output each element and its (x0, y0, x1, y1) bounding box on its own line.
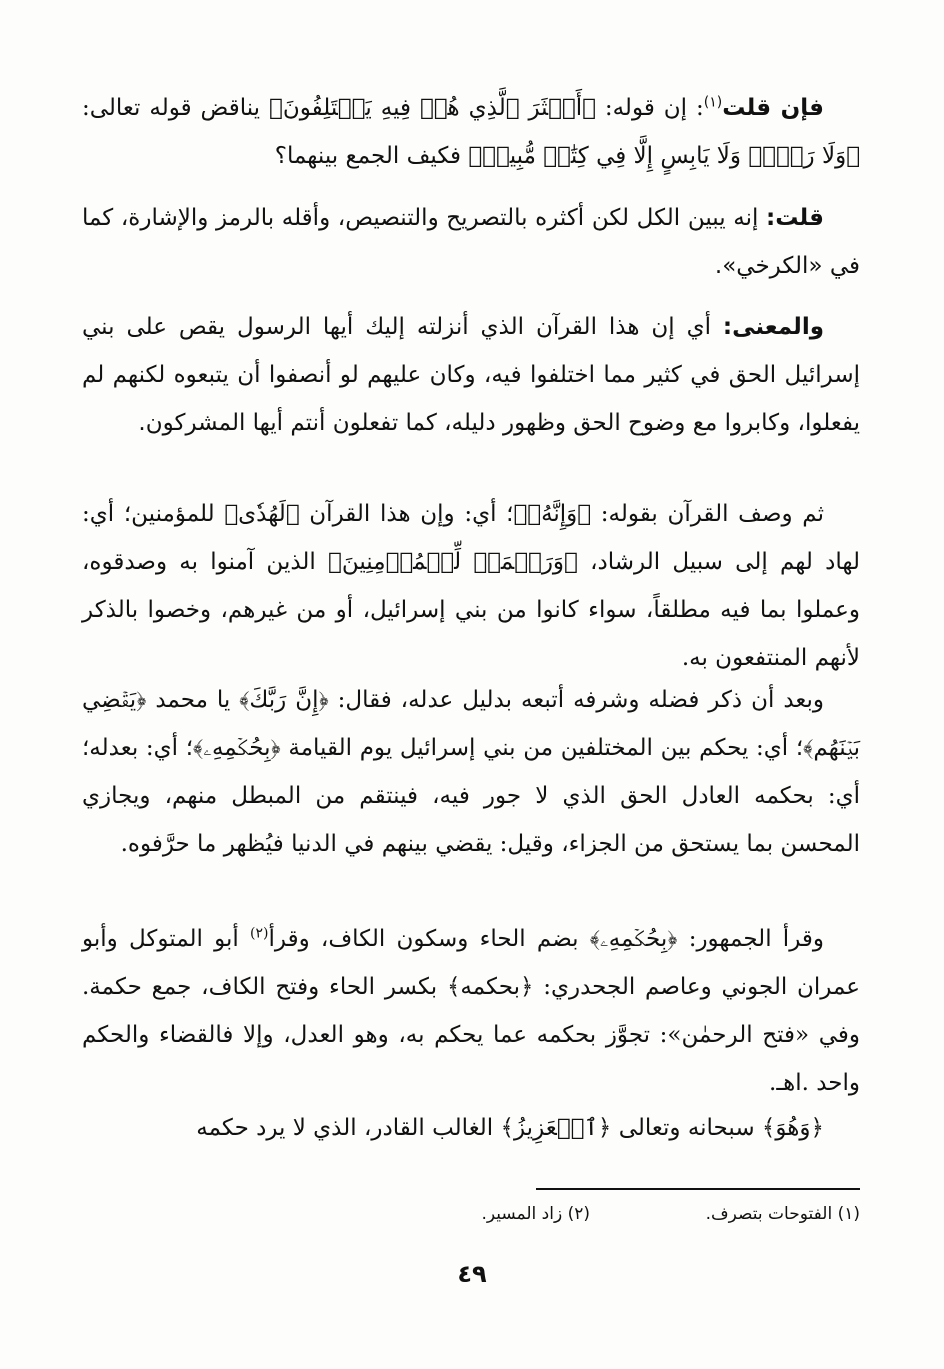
footnote-1 (706, 1204, 860, 1224)
footnote-text: زاد المسير. (481, 1204, 563, 1224)
paragraph-text: : إن قوله: ﴿أَكۡثَرَ ٱلَّذِي هُمۡ فِيهِ يَخۡتَلِفُونَ﴾ يناقض قوله تعالى: ﴿وَلَا رَطۡبٖ وَلَا يَابِسٍ إِلَّا فِي كِتَٰبٖ مُّبِينٖ﴾ فكيف الجمع بينهما؟ (82, 95, 860, 169)
paragraph-description (82, 490, 860, 682)
paragraph-text: ﴿وَهُوَ﴾ سبحانه وتعالى ﴿ٱلۡعَزِيزُ﴾ الغالب القادر، الذي لا يرد حكمه (196, 1115, 824, 1141)
paragraph-lead: قلت: (766, 205, 824, 231)
paragraph-judgement (82, 676, 860, 868)
page-number: ٤٩ (457, 1260, 487, 1288)
paragraph-text: ثم وصف القرآن بقوله: ﴿وَإِنَّهُۥ﴾؛ أي: وإن هذا القرآن ﴿لَهُدٗى﴾ للمؤمنين؛ أي: لهاد لهم إلى سبيل الرشاد، ﴿وَرَحۡمَةٞ لِّلۡمُؤۡمِنِينَ﴾ الذين آمنوا به وصدقوه، وعملوا بما فيه مطلقاً، سواء كانوا من بني إسرائيل، أو من غيرهم، وخصوا بالذكر لأنهم المنتفعون به. (82, 501, 860, 671)
paragraph-text: أبو المتوكل وأبو عمران الجوني وعاصم الجحدري: ﴿بحكمه﴾ بكسر الحاء وفتح الكاف، جمع حكمة. وفي «فتح الرحمٰن»: تجوَّز بحكمه عما يحكم به، وهو العدل، وإلا فالقضاء والحكم واحد .اهـ. (82, 926, 860, 1096)
footnotes (82, 1204, 860, 1244)
paragraph-text: وقرأ الجمهور: ﴿بِحُكۡمِهِۦ﴾ بضم الحاء وسكون الكاف، وقرأ (268, 926, 824, 952)
paragraph-text: إنه يبين الكل لكن أكثره بالتصريح والتنصيص، وأقله بالرمز والإشارة، كما في «الكرخي». (82, 205, 860, 279)
paragraph-meaning (82, 303, 860, 447)
footnote-number: (٢) (567, 1204, 590, 1224)
paragraph-lead: فإن قلت (722, 95, 824, 121)
paragraph-almighty (82, 1104, 860, 1152)
footnote-divider (536, 1188, 860, 1190)
footnote-ref-2: (٢) (250, 925, 269, 942)
paragraph-answer (82, 194, 860, 290)
paragraph-lead: والمعنى: (722, 314, 824, 340)
paragraph-text: أي إن هذا القرآن الذي أنزلته إليك أيها الرسول يقص على بني إسرائيل الحق في كثير مما اختلفوا فيه، وكان عليهم لو أنصفوا أن يتبعوه لكنهم لم يفعلوا، وكابروا مع وضوح الحق وظهور دليله، كما تفعلون أنتم أيها المشركون. (82, 314, 860, 436)
footnote-2 (481, 1204, 590, 1224)
footnote-number: (١) (837, 1204, 860, 1224)
footnote-text: الفتوحات بتصرف. (705, 1204, 833, 1224)
paragraph-objection (82, 84, 860, 180)
paragraph-text: وبعد أن ذكر فضله وشرفه أتبعه بدليل عدله، فقال: ﴿إِنَّ رَبَّكَ﴾ يا محمد ﴿يَقۡضِي بَيۡنَهُم﴾؛ أي: يحكم بين المختلفين من بني إسرائيل يوم القيامة ﴿بِحُكۡمِهِۦ﴾؛ أي: بعدله؛ أي: بحكمه العادل الحق الذي لا جور فيه، فينتقم من المبطل منهم، ويجازي المحسن بما يستحق من الجزاء، وقيل: يقضي بينهم في الدنيا فيُظهر ما حرَّفوه. (82, 687, 860, 857)
footnote-ref-1: (١) (703, 94, 723, 111)
paragraph-readings (82, 915, 860, 1107)
